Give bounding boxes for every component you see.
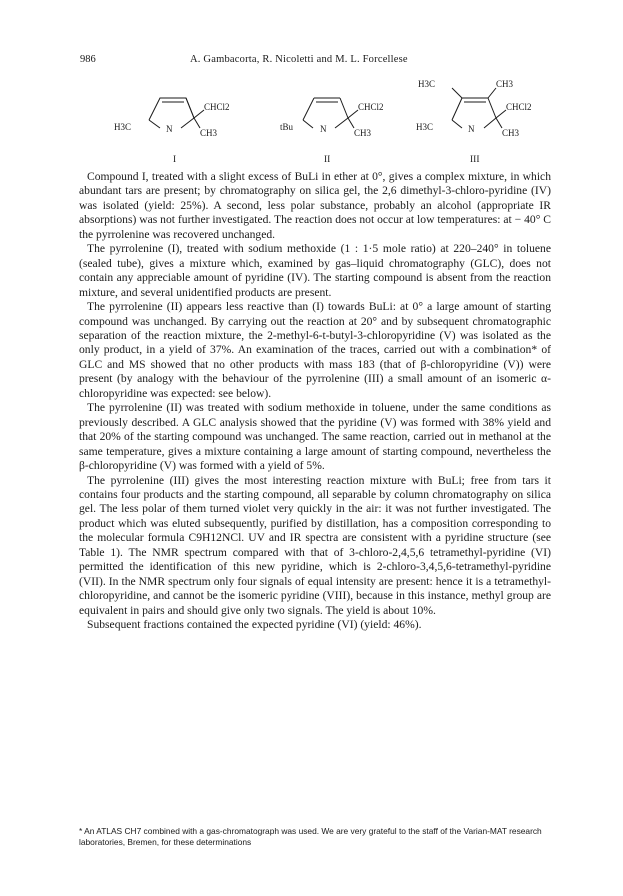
structure-II-right-top: CHCl2: [358, 102, 384, 112]
paragraph-6: Subsequent fractions contained the expected pyridine (VI) (yield: 46%).: [87, 618, 422, 632]
structure-II-nitrogen: N: [320, 124, 327, 134]
structure-II-left-group: tBu: [280, 122, 294, 132]
chemical-structures: [100, 78, 570, 166]
structure-II-numeral: II: [324, 155, 331, 165]
paragraph-5: The pyrrolenine (III) gives the most interesting reaction mixture with BuLi; free from tars it contains four products and the starting compound, all separable by column chromatography on silica gel. The less polar of them turned violet very quickly in the air: it was not further investigated. The product which was eluted subsequently, purified by distillation, has a composition corresponding to the molecular formula C9H12NCl. UV and IR spectra are consistent with a pyridine structure (see Table 1). The NMR spectrum compared with that of 3-chloro-2,4,5,6 tetramethyl-pyridine (VI) permitted the identification of this new pyridine, which is 2-chloro-3,4,5,6-tetramethyl-pyridine (VII). In the NMR spectrum only four signals of equal intensity are present: hence it is a tetramethyl-chloropyridine, and cannot be the isomeric pyridine (VIII), because in this instance, methyl group are equivalent in pairs and should give only two signals. The yield is about 10%.: [79, 473, 551, 617]
running-head-authors: A. Gambacorta, R. Nicoletti and M. L. Forcellese: [190, 54, 408, 65]
structure-III-top-right: CH3: [496, 79, 514, 89]
structure-II: [303, 98, 358, 128]
structure-II-right-bottom: CH3: [354, 128, 372, 138]
structure-I-left-group: H3C: [114, 122, 132, 132]
paragraph-2: The pyrrolenine (I), treated with sodium methoxide (1 : 1·5 mole ratio) at 220–240° in toluene (sealed tube), gives a mixture which, examined by gas–liquid chromatography (GLC), does not contain any appreciable amount of pyridine (IV). The starting compound is absent from the reaction mixture, and several unidentified products are present.: [79, 242, 551, 299]
structure-III-right-top: CHCl2: [506, 102, 532, 112]
structure-I-right-bottom: CH3: [200, 128, 218, 138]
structure-III-right-bottom: CH3: [502, 128, 520, 138]
structure-III-nitrogen: N: [468, 124, 475, 134]
structure-I: [149, 98, 204, 128]
structure-I-numeral: I: [173, 155, 177, 165]
structures-svg: [100, 78, 570, 166]
paragraph-3: The pyrrolenine (II) appears less reactive than (I) towards BuLi: at 0° a large amount of starting compound was unchanged. By carrying out the reaction at 20° and by subsequent chromatographic separation of the reaction mixture, the 2-methyl-6-t-butyl-3-chloropyridine (V) was isolated as the only product, in a yield of 37%. An examination of the traces, carried out with a combination* of GLC and MS showed that no other products with mass 183 (that of β-chloropyridine (V)) were present (by analogy with the behaviour of the pyrrolenine (III) a small amount of an isomeric α-chloropyridine was expected: see below).: [79, 300, 551, 400]
page-number: 986: [80, 54, 96, 65]
structure-I-nitrogen: N: [166, 124, 173, 134]
structure-III-top-left: H3C: [418, 79, 436, 89]
footnote: * An ATLAS CH7 combined with a gas-chromatograph was used. We are very grateful to the staff of the Varian-MAT research laboratories, Bremen, for these determinations: [79, 826, 542, 847]
paragraph-1: Compound I, treated with a slight excess of BuLi in ether at 0°, gives a complex mixture, in which abundant tars are present; by chromatography on silica gel, the 2,6 dimethyl-3-chloro-pyridine (IV) was isolated (yield: 25%). A second, less polar substance, probably an alcohol (appropriate IR absorptions) was not further investigated. The reaction does not occur at low temperatures: at − 40° C the pyrrolenine was recovered unchanged.: [79, 170, 551, 241]
paragraph-4: The pyrrolenine (II) was treated with sodium methoxide in toluene, under the same conditions as previously described. A GLC analysis showed that the pyridine (V) was formed with 38% yield and that 20% of the starting compound was unchanged. The same reaction, carried out in methanol at the same temperature, gives a mixture containing a large amount of starting compound, nevertheless the β-chloropyridine (V) was formed with a yield of 5%.: [79, 401, 551, 473]
structure-I-right-top: CHCl2: [204, 102, 230, 112]
structure-III: [452, 88, 506, 128]
structure-III-left-group: H3C: [416, 122, 434, 132]
body-text: [79, 170, 551, 633]
structure-III-numeral: III: [470, 155, 480, 165]
